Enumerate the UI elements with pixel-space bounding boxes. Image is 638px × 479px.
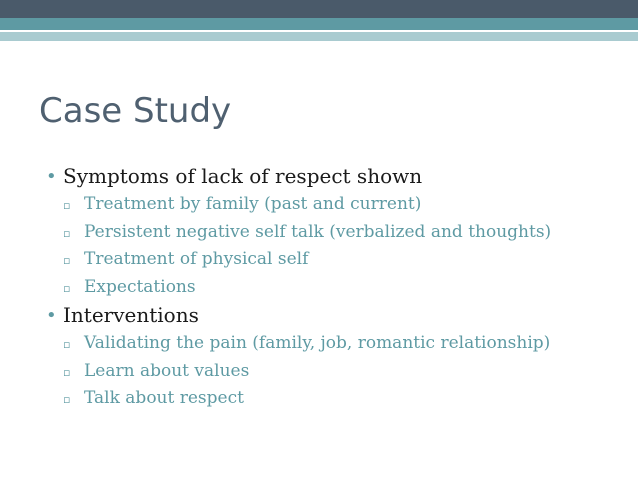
- sub-bullet-item: [46, 385, 626, 413]
- sub-bullet-label: Persistent negative self talk (verbalized and thoughts): [84, 221, 552, 242]
- bullet-symptoms: [46, 162, 626, 191]
- sub-bullet-label: Treatment by family (past and current): [84, 194, 422, 214]
- header-band-light: [0, 32, 638, 41]
- sub-bullet-label: Expectations: [84, 276, 196, 297]
- square-bullet-icon: ▫: [63, 281, 71, 295]
- slide-title: Case Study: [39, 91, 232, 131]
- sub-bullet-label: Treatment of physical self: [84, 249, 309, 269]
- bullet-dot-icon: •: [46, 305, 57, 326]
- sub-bullet-item: [46, 246, 626, 274]
- interventions-sublist: [46, 330, 626, 413]
- square-bullet-icon: ▫: [63, 254, 71, 267]
- sub-bullet-item: [46, 358, 626, 386]
- square-bullet-icon: ▫: [63, 393, 71, 406]
- slide-body: [46, 162, 626, 413]
- sub-bullet-item: [46, 330, 626, 358]
- sub-bullet-label: Validating the pain (family, job, romantic relationship): [84, 333, 551, 353]
- sub-bullet-item: [46, 274, 626, 302]
- sub-bullet-item: [46, 191, 626, 219]
- bullet-symptoms-label: Symptoms of lack of respect shown: [63, 164, 423, 188]
- bullet-dot-icon: •: [46, 166, 57, 187]
- bullet-interventions-label: Interventions: [63, 303, 199, 327]
- square-bullet-icon: ▫: [63, 365, 71, 379]
- sub-bullet-item: [46, 219, 626, 247]
- sub-bullet-label: Talk about respect: [84, 388, 244, 408]
- square-bullet-icon: ▫: [63, 199, 71, 212]
- symptoms-sublist: [46, 191, 626, 301]
- bullet-interventions: [46, 301, 626, 330]
- sub-bullet-label: Learn about values: [84, 360, 250, 381]
- square-bullet-icon: ▫: [63, 226, 71, 240]
- square-bullet-icon: ▫: [63, 338, 71, 351]
